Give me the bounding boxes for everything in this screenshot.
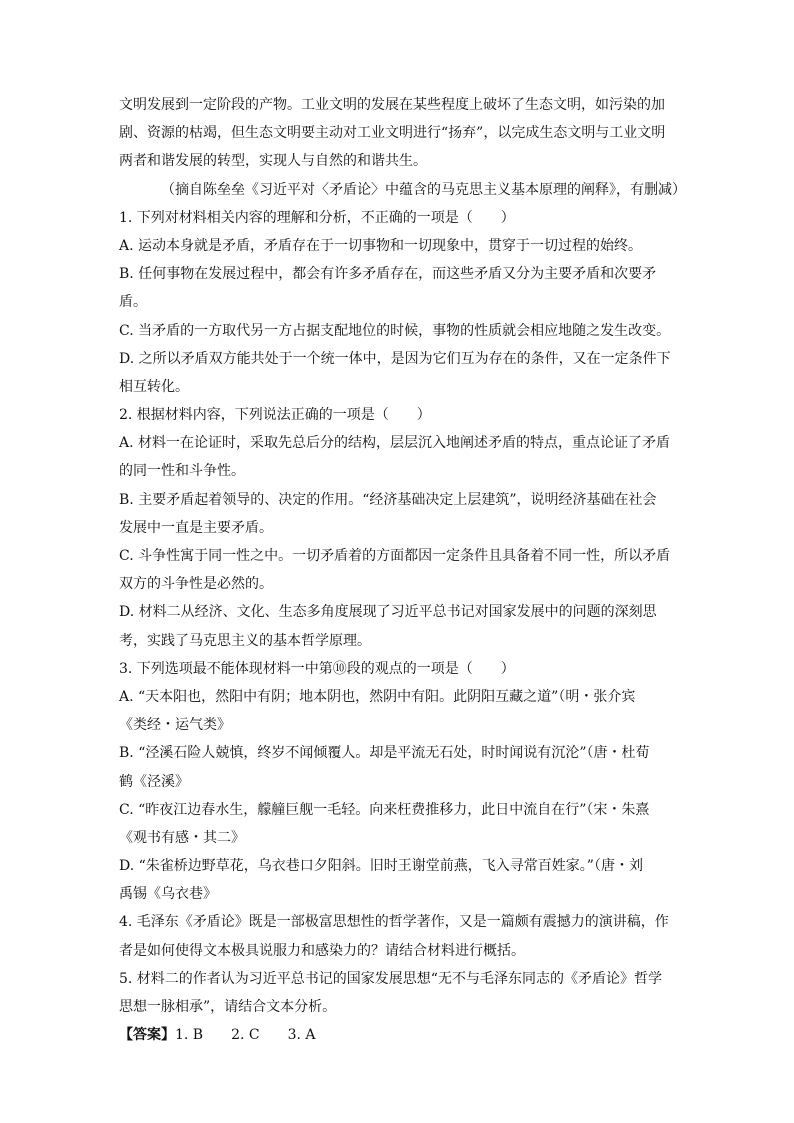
option-b-cont: 盾。 xyxy=(119,294,147,311)
option-b-cont: 发展中一直是主要矛盾。 xyxy=(119,519,273,536)
option-a: A. “天本阳也，然阳中有阴；地本阴也，然阴中有阳。此阴阳互藏之道”（明・张介宾 xyxy=(119,688,636,705)
passage-line: 剧、资源的枯竭，但生态文明要主动对工业文明进行“扬弃”，以完成生态文明与工业文明 xyxy=(119,125,666,142)
option-d: D. “朱雀桥边野草花，乌衣巷口夕阳斜。旧时王谢堂前燕，飞入寻常百姓家。”（唐・刘 xyxy=(119,858,643,875)
option-c-cont: 双方的斗争性是必然的。 xyxy=(119,576,273,593)
question-5 xyxy=(119,965,679,1021)
question-stem-cont: 者是如何使得文本极具说服力和感染力的？请结合材料进行概括。 xyxy=(119,942,525,959)
option-a: A. 运动本身就是矛盾，矛盾存在于一切事物和一切现象中，贯穿于一切过程的始终。 xyxy=(119,237,643,254)
option-c-cont: 《观书有感・其二》 xyxy=(119,829,245,846)
answer-label: 【答案】 xyxy=(119,1027,175,1044)
question-1 xyxy=(119,204,679,401)
option-d: D. 材料二从经济、文化、生态多角度展现了习近平总书记对国家发展中的问题的深刻思 xyxy=(119,604,657,621)
passage-line: 文明发展到一定阶段的产物。工业文明的发展在某些程度上破坏了生态文明，如污染的加 xyxy=(119,97,665,113)
option-c: C. 当矛盾的一方取代另一方占据支配地位的时候，事物的性质就会相应地随之发生改变。 xyxy=(119,322,671,339)
passage xyxy=(119,91,679,176)
question-4 xyxy=(119,908,679,964)
option-a-cont: 《类经・运气类》 xyxy=(119,717,231,734)
question-stem: 4. 毛泽东《矛盾论》既是一部极富思想性的哲学著作，又是一篇颇有震撼力的演讲稿，作 xyxy=(119,914,669,931)
option-d-cont: 禹锡《乌衣巷》 xyxy=(119,886,217,903)
passage-line: 两者和谐发展的转型，实现人与自然的和谐共生。 xyxy=(119,153,427,170)
question-2 xyxy=(119,401,679,655)
option-b: B. 主要矛盾起着领导的、决定的作用。“经济基础决定上层建筑”，说明经济基础在社会 xyxy=(119,491,657,508)
option-c: C. “昨夜江边春水生，艨艟巨舰一毛轻。向来枉费推移力，此日中流自在行”（宋・朱熹 xyxy=(119,801,650,818)
question-stem: 5. 材料二的作者认为习近平总书记的国家发展思想“无不与毛泽东同志的《矛盾论》哲学 xyxy=(119,970,662,987)
option-a-cont: 的同一性和斗争性。 xyxy=(119,463,245,480)
option-c: C. 斗争性寓于同一性之中。一切矛盾着的方面都因一定条件且具备着不同一性，所以矛盾 xyxy=(119,548,671,564)
document-body xyxy=(119,91,686,1049)
question-stem: 2. 根据材料内容，下列说法正确的一项是（ ） xyxy=(119,407,431,424)
option-b-cont: 鹤《泾溪》 xyxy=(119,773,189,790)
question-3 xyxy=(119,655,679,909)
option-d: D. 之所以矛盾双方能共处于一个统一体中，是因为它们互为存在的条件，又在一定条件下 xyxy=(119,350,671,367)
question-stem: 3. 下列选项最不能体现材料一中第⑩段的观点的一项是（ ） xyxy=(119,660,515,677)
option-a: A. 材料一在论证时，采取先总后分的结构，层层沉入地阐述矛盾的特点，重点论证了矛盾 xyxy=(119,435,671,452)
question-stem-cont: 思想一脉相承”，请结合文本分析。 xyxy=(119,999,337,1015)
question-stem: 1. 下列对材料相关内容的理解和分析，不正确的一项是（ ） xyxy=(119,209,515,226)
source-citation: （摘自陈垒垒《习近平对〈矛盾论〉中蕴含的马克思主义基本原理的阐释》，有删减） xyxy=(161,181,686,198)
option-d-cont: 考，实践了马克思主义的基本哲学原理。 xyxy=(119,632,371,649)
option-b: B. 任何事物在发展过程中，都会有许多矛盾存在，而这些矛盾又分为主要矛盾和次要矛 xyxy=(119,266,657,283)
option-b: B. “泾溪石险人兢慎，终岁不闻倾覆人。却是平流无石处，时时闻说有沉沦”（唐・杜荀 xyxy=(119,745,650,762)
option-d-cont: 相互转化。 xyxy=(119,378,189,395)
answer-line xyxy=(119,1021,679,1049)
answer-text: 1. B 2. C 3. A xyxy=(175,1027,316,1044)
